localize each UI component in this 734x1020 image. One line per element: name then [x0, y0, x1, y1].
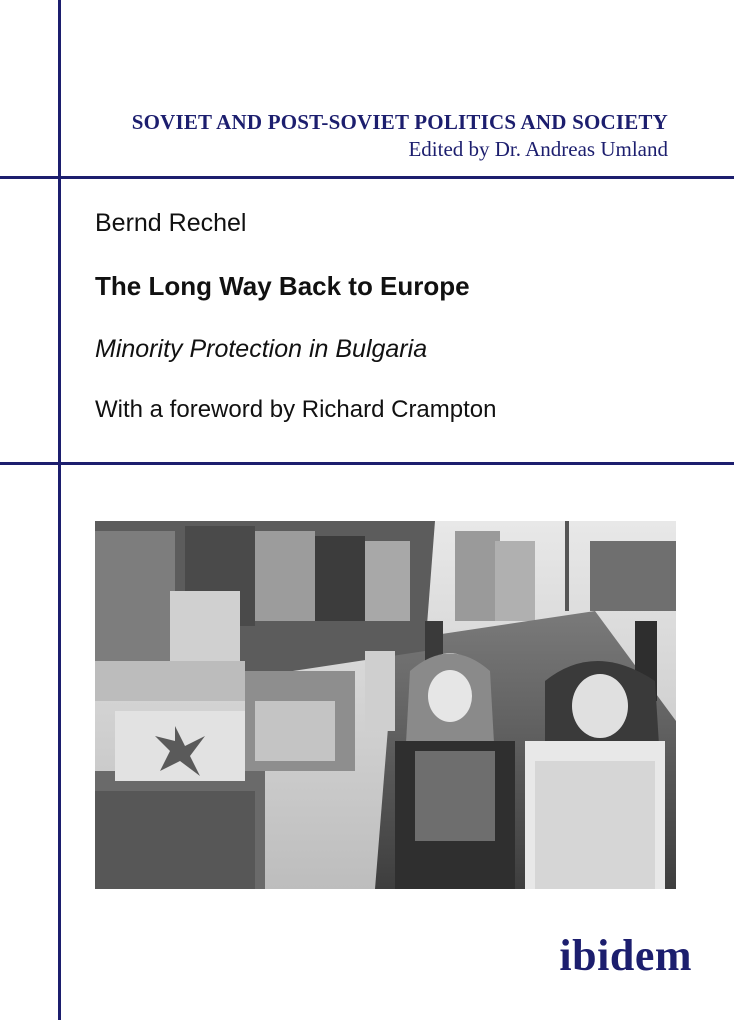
- series-title: SOVIET AND POST-SOVIET POLITICS AND SOCIETY: [131, 110, 668, 134]
- book-subtitle: Minority Protection in Bulgaria: [95, 335, 428, 363]
- series-header: [132, 108, 668, 162]
- series-editor: Edited by Dr. Andreas Umland: [408, 137, 668, 161]
- book-title: The Long Way Back to Europe: [95, 271, 470, 301]
- cover-photo: [95, 521, 676, 889]
- left-vertical-rule: [58, 0, 61, 1020]
- middle-horizontal-rule: [0, 462, 734, 465]
- publisher-logo: ibidem: [559, 931, 692, 980]
- top-horizontal-rule: [0, 176, 734, 179]
- book-author: Bernd Rechel: [95, 209, 247, 237]
- book-foreword: With a foreword by Richard Crampton: [95, 396, 497, 423]
